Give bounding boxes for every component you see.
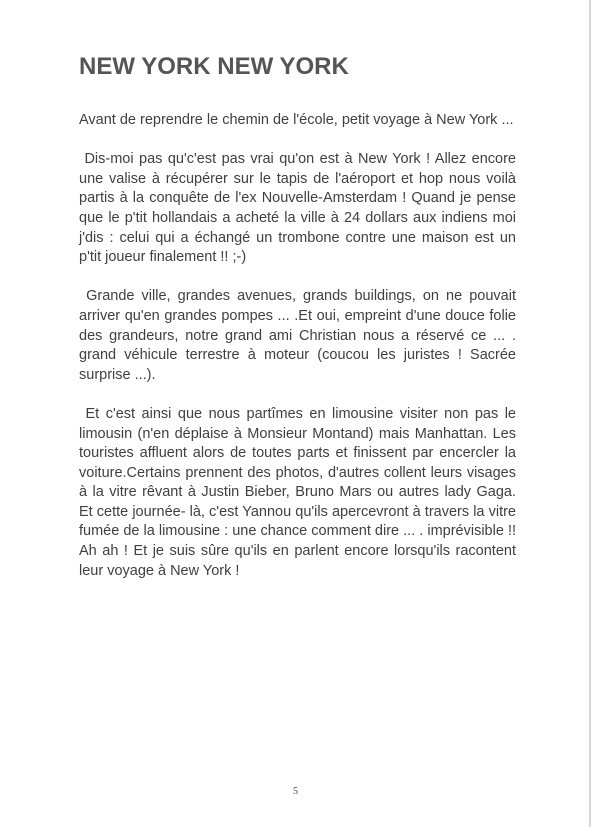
page-number: 5 xyxy=(293,786,298,797)
page-title: NEW YORK NEW YORK xyxy=(79,53,349,80)
body-text xyxy=(79,111,521,601)
paragraph-limousine: Grande ville, grandes avenues, grands buildings, on ne pouvait arriver qu'en grandes pompes ... .Et oui, empreint d'une douce folie des grandeurs, notre grand ami Christian nous a réservé ce ... . grand véhicule terrestre à moteur (coucou les juristes ! Sacrée surprise ...). xyxy=(79,288,521,383)
paragraph-manhattan: Et c'est ainsi que nous partîmes en limousine visiter non pas le limousin (n'en déplaise à Monsieur Montand) mais Manhattan. Les touristes affluent alors de toutes parts et finissent par encercler la voiture.Certains prennent des photos, d'autres collent leurs visages à la vitre rêvant à Justin Bieber, Bruno Mars ou autres lady Gaga. Et cette journée- là, c'est Yannou qu'ils apercevront à travers la vitre fumée de la limousine : une chance comment dire ... . imprévisible !! Ah ah ! Et je suis sûre qu'ils en parlent encore lorsqu'ils racontent leur voyage à New York ! xyxy=(79,405,521,579)
paragraph-arrival: Dis-moi pas qu'c'est pas vrai qu'on est à New York ! Allez encore une valise à récupérer sur le tapis de l'aéroport et hop nous voilà partis à la conquête de l'ex Nouvelle-Amsterdam ! Quand je pense que le p'tit hollandais a acheté la ville à 24 dollars aux indiens moi j'dis : celui qui a échangé un trombone contre une maison est un p'tit joueur finalement !! ;-) xyxy=(79,151,521,266)
paragraph-intro: Avant de reprendre le chemin de l'école, petit voyage à New York ... xyxy=(79,112,514,128)
